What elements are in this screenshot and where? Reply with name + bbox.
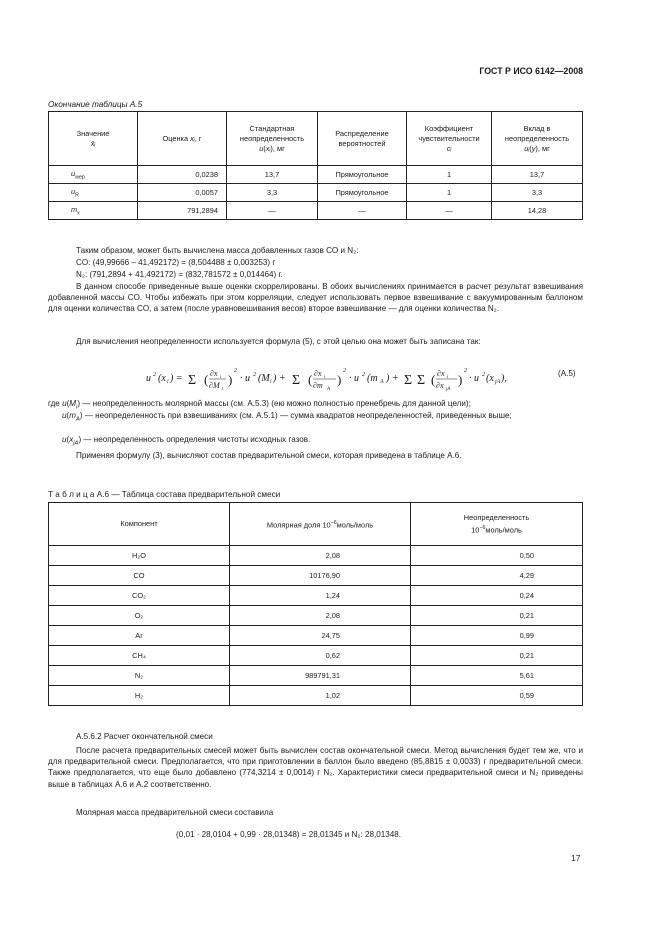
cell: 1 bbox=[407, 184, 492, 202]
svg-text:2: 2 bbox=[153, 372, 156, 378]
cell: 989791,31 bbox=[230, 666, 411, 686]
cell: CO bbox=[49, 566, 230, 586]
page-number: 17 bbox=[571, 853, 581, 863]
header-value: Значение x̄ᵢ bbox=[49, 112, 138, 166]
table-row bbox=[49, 626, 583, 646]
svg-text:i: i bbox=[270, 379, 272, 385]
svg-text:jA: jA bbox=[495, 379, 501, 385]
cell: 791,2894 bbox=[138, 202, 227, 220]
svg-text:u: u bbox=[146, 373, 151, 384]
table-a5 bbox=[48, 111, 583, 220]
paragraph: CO: (49,99666 – 41,492172) = (8,504488 ± 0,003253) г bbox=[76, 258, 276, 267]
header-uncertainty: Неопределенность $10^{-6}моль$/моль bbox=[411, 503, 583, 546]
svg-text:(: ( bbox=[431, 372, 436, 387]
cell: — bbox=[318, 202, 407, 220]
svg-text:∂m: ∂m bbox=[313, 381, 323, 390]
cell: H₂ bbox=[49, 686, 230, 706]
svg-text:(m: (m bbox=[367, 373, 378, 384]
svg-text:∂x: ∂x bbox=[210, 369, 218, 378]
header-std-uncertainty: Стандартная неопределенность u(xᵢ), мг bbox=[227, 112, 318, 166]
cell: O₂ bbox=[49, 606, 230, 626]
cell: 0,21 bbox=[411, 646, 583, 666]
table-header-row bbox=[49, 112, 583, 166]
svg-text:Σ: Σ bbox=[404, 373, 413, 388]
cell: 3,3 bbox=[227, 184, 318, 202]
cell: 0,62 bbox=[230, 646, 411, 666]
table-a6 bbox=[48, 502, 583, 706]
svg-text:A: A bbox=[380, 379, 384, 385]
svg-text:A: A bbox=[327, 387, 331, 392]
svg-text:(M: (M bbox=[258, 373, 270, 384]
paragraph: Молярная масса предварительной смеси составила bbox=[76, 808, 274, 817]
svg-text:∂x: ∂x bbox=[437, 369, 445, 378]
svg-text:2: 2 bbox=[253, 372, 256, 378]
paragraph: Таким образом, может быть вычислена масса добавленных газов CO и N₂: bbox=[76, 246, 359, 255]
svg-text:) +: ) + bbox=[386, 373, 399, 384]
formula-graphic bbox=[146, 364, 506, 396]
svg-text:2: 2 bbox=[234, 368, 237, 374]
svg-text:(x: (x bbox=[486, 373, 494, 384]
cell: 0,21 bbox=[411, 606, 583, 626]
cell: 0,0238 bbox=[138, 166, 227, 184]
header-contribution: Вклад в неопределенность uᵢ(y), мг bbox=[492, 112, 583, 166]
svg-text:),: ), bbox=[501, 373, 507, 384]
cell: 13,7 bbox=[492, 166, 583, 184]
cell: 1 bbox=[407, 166, 492, 184]
header-sensitivity: Коэффициент чувствительности cᵢ bbox=[407, 112, 492, 166]
section-heading: А.5.6.2 Расчет окончательной смеси bbox=[76, 732, 213, 741]
table-row bbox=[49, 184, 583, 202]
table-row bbox=[49, 666, 583, 686]
cell: 0,59 bbox=[411, 686, 583, 706]
svg-text:Σ: Σ bbox=[188, 373, 197, 388]
calculation: (0,01 · 28,0104 + 0,99 · 28,01348) = 28,01345 и N₂: 28,01348. bbox=[176, 830, 402, 839]
table-row bbox=[49, 586, 583, 606]
svg-text:) =: ) = bbox=[170, 373, 183, 384]
cell: Прямоугольное bbox=[318, 166, 407, 184]
where-text: — неопределенность при взвешиваниях (см. А.5.1) — сумма квадратов неопределенностей, приведенных выше; bbox=[84, 411, 512, 420]
svg-text:2: 2 bbox=[464, 368, 467, 374]
svg-text:): ) bbox=[458, 372, 463, 387]
cell: H₂O bbox=[49, 546, 230, 566]
svg-text:· u: · u bbox=[349, 373, 359, 384]
caption-text: А.6 — Таблица состава предварительной смеси bbox=[94, 490, 281, 499]
cell: 1,24 bbox=[230, 586, 411, 606]
table-row bbox=[49, 166, 583, 184]
svg-text:2: 2 bbox=[343, 368, 346, 374]
table-a6-caption bbox=[48, 490, 280, 499]
cell: 5,61 bbox=[411, 666, 583, 686]
cell: 10176,90 bbox=[230, 566, 411, 586]
svg-text:i: i bbox=[324, 375, 326, 380]
cell: Прямоугольное bbox=[318, 184, 407, 202]
cell: N₂ bbox=[49, 666, 230, 686]
cell: 2,08 bbox=[230, 606, 411, 626]
cell: 0,24 bbox=[411, 586, 583, 606]
cell: 14,28 bbox=[492, 202, 583, 220]
cell: 2,08 bbox=[230, 546, 411, 566]
formula-number: (А.5) bbox=[558, 369, 576, 378]
cell: — bbox=[407, 202, 492, 220]
cell: 1,02 bbox=[230, 686, 411, 706]
cell: 24,75 bbox=[230, 626, 411, 646]
svg-text:∂x: ∂x bbox=[314, 369, 322, 378]
svg-text:jA: jA bbox=[446, 387, 451, 392]
cell: 0,99 bbox=[411, 626, 583, 646]
header-distribution: Распределение вероятностей bbox=[318, 112, 407, 166]
cell: 4,29 bbox=[411, 566, 583, 586]
cell-label: $u_{wep}$ bbox=[49, 166, 138, 184]
where-text: — неопределенность молярной массы (см. А.5.3) (ею можно полностью пренебречь для данной цели); bbox=[82, 399, 471, 408]
cell: 3,3 bbox=[492, 184, 583, 202]
header-estimate: Оценка xᵢ, г bbox=[138, 112, 227, 166]
where-item: где $u(M_i)$ — неопределенность молярной массы (см. А.5.3) (ею можно полностью пренебречь для данной цели); bbox=[48, 399, 471, 411]
paragraph: После расчета предварительных смесей может быть вычислен состав окончательной смеси. Метод вычисления будет тем же, что и для предварительной смеси. Предполагается, что при приготовлении в баллон было введено (85,8815 ± 0,0033) г предварительной смеси. Также предполагается, что еще было добавлено (774,3214 ± 0,0014) г N₂. Характеристики смеси предварительной смеси и N₂ приведены выше в таблицах А.6 и А.2 соответственно. bbox=[48, 746, 583, 789]
svg-text:∂M: ∂M bbox=[209, 381, 220, 390]
cell-label: $u_R$ bbox=[49, 184, 138, 202]
cell: CO₂ bbox=[49, 586, 230, 606]
svg-text:) +: ) + bbox=[273, 373, 286, 384]
cell: 0,50 bbox=[411, 546, 583, 566]
where-item: $u(x_{jA})$ — неопределенность определения чистоты исходных газов. bbox=[62, 435, 311, 447]
paragraph: Применяя формулу (3), вычисляют состав предварительной смеси, которая приведена в таблице А.6. bbox=[76, 451, 462, 460]
table-row bbox=[49, 566, 583, 586]
paragraph: Для вычисления неопределенности используется формула (5), с этой целью она может быть записана так: bbox=[76, 337, 481, 346]
cell: 13,7 bbox=[227, 166, 318, 184]
cell: — bbox=[227, 202, 318, 220]
formula-a5 bbox=[146, 364, 506, 394]
table-a5-caption: Окончание таблицы А.5 bbox=[48, 100, 143, 109]
paragraph: В данном способе приведенные выше оценки скоррелированы. В обоих вычислениях принимается в расчет результат взвешивания добавленной массы CO. Чтобы избежать при этом корреляции, следует использовать первое взвешивание с вакуумированным баллоном для оценки количества CO, а затем (после уравновешивания весов) второе взвешивание — для оценки количества N₂. bbox=[48, 282, 583, 314]
where-text: — неопределенность определения чистоты исходных газов. bbox=[83, 435, 311, 444]
table-row bbox=[49, 546, 583, 566]
svg-text:2: 2 bbox=[362, 372, 365, 378]
cell: CH₄ bbox=[49, 646, 230, 666]
table-row bbox=[49, 606, 583, 626]
svg-text:): ) bbox=[228, 372, 233, 387]
header-component: Компонент bbox=[49, 503, 230, 546]
svg-text:): ) bbox=[337, 372, 342, 387]
svg-text:Σ: Σ bbox=[417, 373, 426, 388]
cell: Ar bbox=[49, 626, 230, 646]
svg-text:(: ( bbox=[308, 372, 313, 387]
where-item: $u(m_A)$ — неопределенность при взвешиваниях (см. А.5.1) — сумма квадратов неопределенностей, приведенных выше; bbox=[62, 411, 512, 423]
svg-text:(: ( bbox=[204, 372, 209, 387]
svg-text:i: i bbox=[222, 387, 224, 392]
svg-text:· u: · u bbox=[469, 373, 479, 384]
svg-text:i: i bbox=[167, 379, 169, 385]
table-header-row bbox=[49, 503, 583, 546]
cell: 0,0057 bbox=[138, 184, 227, 202]
table-row bbox=[49, 646, 583, 666]
caption-prefix: Т а б л и ц а bbox=[48, 490, 95, 499]
paragraph: N₂: (791,2894 + 41,492172) = (832,781572 ± 0,014464) г. bbox=[76, 270, 283, 279]
header-mole-fraction: Молярная доля $10^{-6}моль$/моль bbox=[230, 503, 411, 546]
cell-label: $m_x$ bbox=[49, 202, 138, 220]
table-row bbox=[49, 686, 583, 706]
svg-text:2: 2 bbox=[482, 372, 485, 378]
svg-text:i: i bbox=[220, 375, 222, 380]
svg-text:∂x: ∂x bbox=[436, 381, 444, 390]
svg-text:Σ: Σ bbox=[292, 373, 301, 388]
svg-text:· u: · u bbox=[240, 373, 250, 384]
svg-text:(x: (x bbox=[158, 373, 166, 384]
standard-header: ГОСТ Р ИСО 6142—2008 bbox=[479, 66, 583, 76]
table-row bbox=[49, 202, 583, 220]
svg-text:i: i bbox=[447, 375, 449, 380]
